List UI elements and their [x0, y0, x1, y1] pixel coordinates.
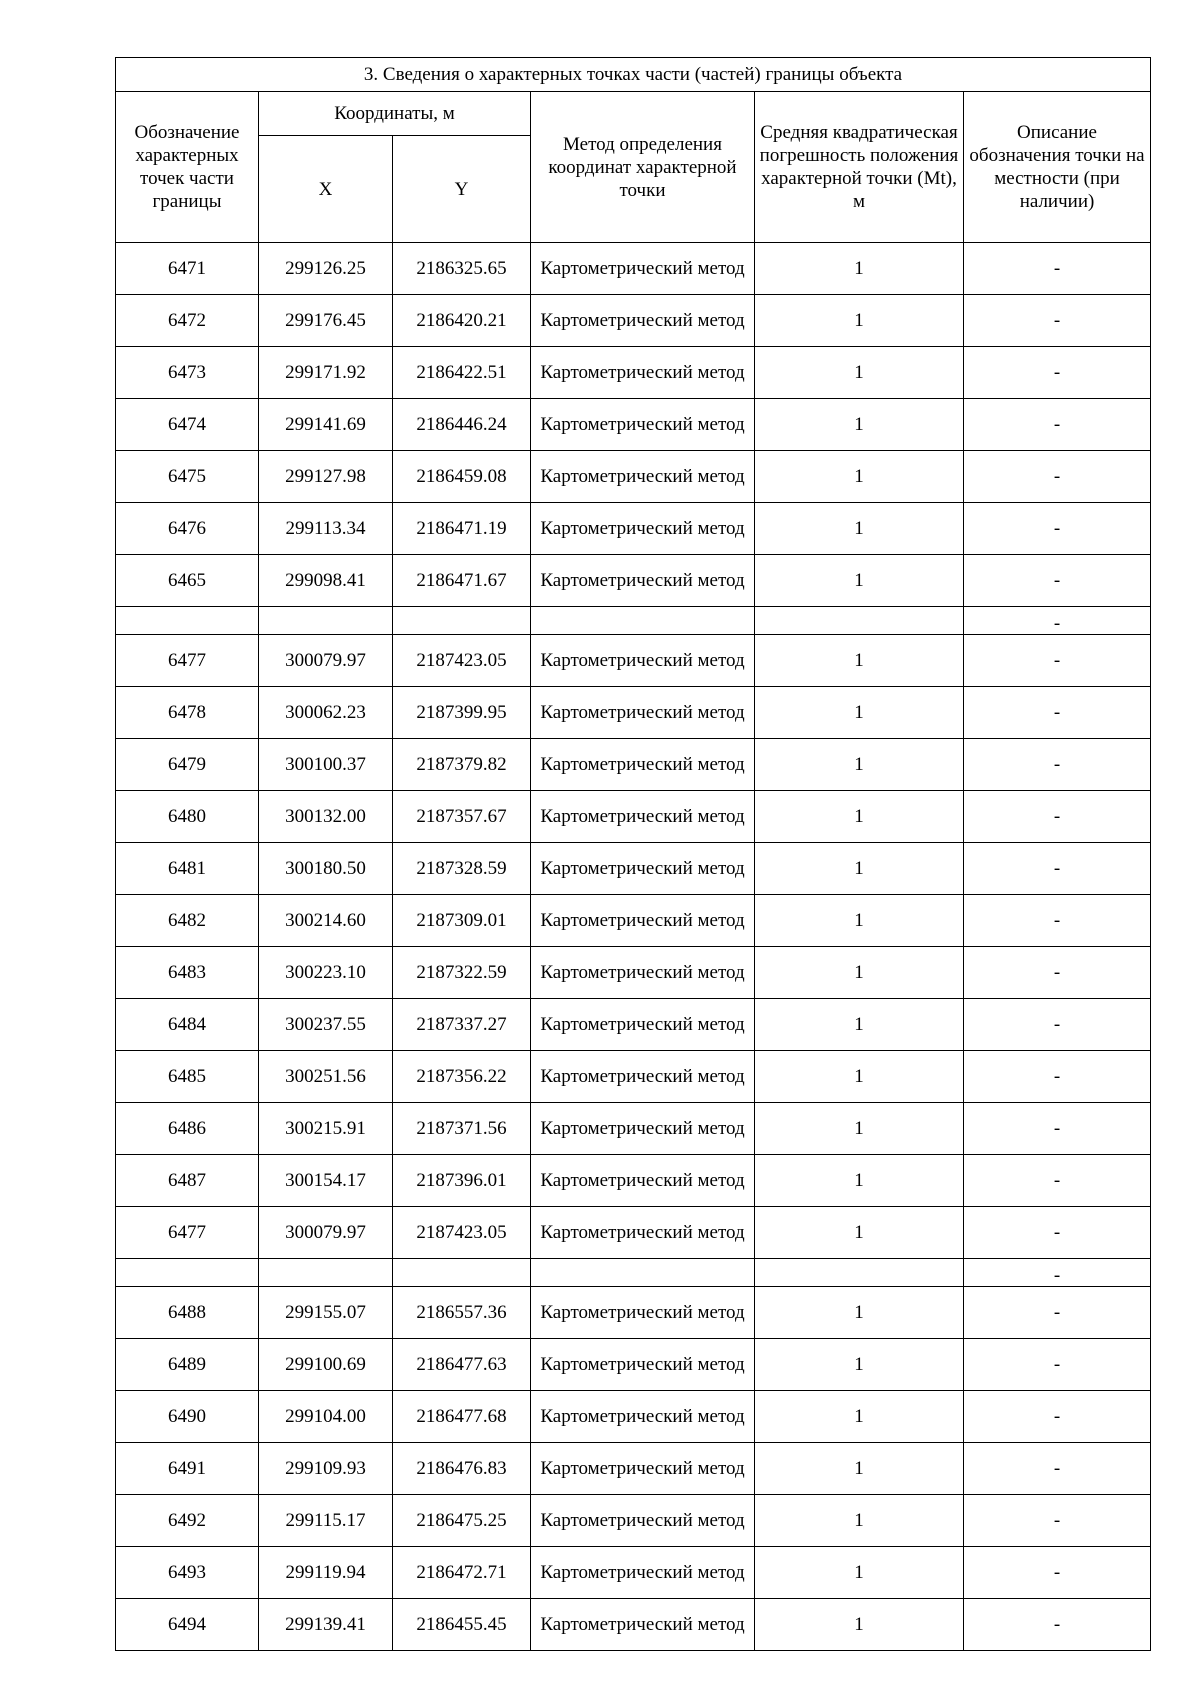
cell-point: 6494 — [116, 1599, 259, 1651]
cell-x: 299109.93 — [259, 1443, 393, 1495]
table-row — [116, 791, 1151, 843]
cell-x: 299115.17 — [259, 1495, 393, 1547]
cell-point: 6487 — [116, 1155, 259, 1207]
cell-y: 2187357.67 — [393, 791, 531, 843]
cell-error: 1 — [755, 347, 964, 399]
cell-description: - — [964, 1599, 1151, 1651]
cell-point: 6479 — [116, 739, 259, 791]
table-separator-row — [116, 607, 1151, 635]
cell-x — [259, 1259, 393, 1287]
cell-error: 1 — [755, 1339, 964, 1391]
cell-y: 2187423.05 — [393, 635, 531, 687]
header-description: Описание обозначения точки на местности (при наличии) — [964, 92, 1151, 243]
header-method: Метод определения координат характерной точки — [531, 92, 755, 243]
cell-error: 1 — [755, 451, 964, 503]
header-x: X — [259, 136, 393, 243]
cell-method — [531, 1259, 755, 1287]
cell-y — [393, 607, 531, 635]
table-row — [116, 243, 1151, 295]
cell-description: - — [964, 1155, 1151, 1207]
cell-y: 2187371.56 — [393, 1103, 531, 1155]
cell-point: 6475 — [116, 451, 259, 503]
cell-point: 6491 — [116, 1443, 259, 1495]
cell-description: - — [964, 295, 1151, 347]
cell-x: 300079.97 — [259, 635, 393, 687]
table-row — [116, 1287, 1151, 1339]
cell-x: 299098.41 — [259, 555, 393, 607]
header-coords: Координаты, м — [259, 92, 531, 136]
cell-y: 2187399.95 — [393, 687, 531, 739]
cell-x: 299126.25 — [259, 243, 393, 295]
cell-description: - — [964, 843, 1151, 895]
cell-method: Картометрический метод — [531, 1391, 755, 1443]
cell-x: 300215.91 — [259, 1103, 393, 1155]
table-row — [116, 1547, 1151, 1599]
cell-method: Картометрический метод — [531, 739, 755, 791]
table-row — [116, 1103, 1151, 1155]
cell-x: 300214.60 — [259, 895, 393, 947]
cell-y: 2186557.36 — [393, 1287, 531, 1339]
cell-description: - — [964, 347, 1151, 399]
cell-error: 1 — [755, 1599, 964, 1651]
cell-description: - — [964, 687, 1151, 739]
cell-y: 2186420.21 — [393, 295, 531, 347]
cell-x: 299176.45 — [259, 295, 393, 347]
cell-x: 299155.07 — [259, 1287, 393, 1339]
cell-description: - — [964, 1287, 1151, 1339]
table-row — [116, 999, 1151, 1051]
cell-error: 1 — [755, 1443, 964, 1495]
cell-y: 2187396.01 — [393, 1155, 531, 1207]
cell-description: - — [964, 1259, 1151, 1287]
cell-x: 299113.34 — [259, 503, 393, 555]
cell-point: 6476 — [116, 503, 259, 555]
cell-point: 6484 — [116, 999, 259, 1051]
cell-description: - — [964, 635, 1151, 687]
cell-point: 6472 — [116, 295, 259, 347]
cell-point: 6473 — [116, 347, 259, 399]
table-row — [116, 635, 1151, 687]
cell-description: - — [964, 895, 1151, 947]
table-row — [116, 1391, 1151, 1443]
cell-y: 2186455.45 — [393, 1599, 531, 1651]
cell-method: Картометрический метод — [531, 1495, 755, 1547]
header-error: Средняя квадратическая погрешность положения характерной точки (Mt), м — [755, 92, 964, 243]
cell-y: 2186471.67 — [393, 555, 531, 607]
cell-y: 2187379.82 — [393, 739, 531, 791]
cell-method: Картометрический метод — [531, 1287, 755, 1339]
cell-error: 1 — [755, 895, 964, 947]
cell-description: - — [964, 1547, 1151, 1599]
cell-y: 2186459.08 — [393, 451, 531, 503]
cell-y: 2186472.71 — [393, 1547, 531, 1599]
cell-x: 300062.23 — [259, 687, 393, 739]
cell-error: 1 — [755, 1103, 964, 1155]
cell-error: 1 — [755, 947, 964, 999]
cell-x: 300079.97 — [259, 1207, 393, 1259]
cell-method: Картометрический метод — [531, 1207, 755, 1259]
cell-error — [755, 1259, 964, 1287]
cell-x: 299100.69 — [259, 1339, 393, 1391]
cell-x: 299141.69 — [259, 399, 393, 451]
cell-error: 1 — [755, 1155, 964, 1207]
cell-error: 1 — [755, 1391, 964, 1443]
cell-description: - — [964, 451, 1151, 503]
cell-point: 6488 — [116, 1287, 259, 1339]
cell-method — [531, 607, 755, 635]
cell-y: 2186471.19 — [393, 503, 531, 555]
table-row — [116, 503, 1151, 555]
cell-point: 6485 — [116, 1051, 259, 1103]
table-row — [116, 895, 1151, 947]
table-row — [116, 1051, 1151, 1103]
cell-x: 300154.17 — [259, 1155, 393, 1207]
cell-method: Картометрический метод — [531, 451, 755, 503]
cell-error: 1 — [755, 1207, 964, 1259]
cell-y: 2186446.24 — [393, 399, 531, 451]
cell-point: 6477 — [116, 1207, 259, 1259]
cell-y: 2186477.68 — [393, 1391, 531, 1443]
cell-description: - — [964, 791, 1151, 843]
cell-description: - — [964, 1495, 1151, 1547]
cell-method: Картометрический метод — [531, 999, 755, 1051]
cell-point: 6471 — [116, 243, 259, 295]
cell-description: - — [964, 607, 1151, 635]
cell-x: 299104.00 — [259, 1391, 393, 1443]
cell-error: 1 — [755, 295, 964, 347]
cell-y: 2187337.27 — [393, 999, 531, 1051]
cell-y: 2187322.59 — [393, 947, 531, 999]
table-row — [116, 1339, 1151, 1391]
header-point: Обозначение характерных точек части границы — [116, 92, 259, 243]
table-row — [116, 1599, 1151, 1651]
cell-error: 1 — [755, 503, 964, 555]
cell-point — [116, 607, 259, 635]
cell-error: 1 — [755, 555, 964, 607]
cell-point: 6482 — [116, 895, 259, 947]
cell-description: - — [964, 555, 1151, 607]
cell-error: 1 — [755, 999, 964, 1051]
cell-x: 300237.55 — [259, 999, 393, 1051]
cell-x: 300100.37 — [259, 739, 393, 791]
cell-method: Картометрический метод — [531, 895, 755, 947]
cell-error: 1 — [755, 1495, 964, 1547]
cell-description: - — [964, 399, 1151, 451]
cell-description: - — [964, 1339, 1151, 1391]
table-row — [116, 1443, 1151, 1495]
cell-error: 1 — [755, 243, 964, 295]
cell-description: - — [964, 1051, 1151, 1103]
cell-y: 2187423.05 — [393, 1207, 531, 1259]
cell-method: Картометрический метод — [531, 1599, 755, 1651]
cell-y: 2187309.01 — [393, 895, 531, 947]
cell-point: 6492 — [116, 1495, 259, 1547]
cell-point: 6489 — [116, 1339, 259, 1391]
cell-error — [755, 607, 964, 635]
cell-method: Картометрический метод — [531, 295, 755, 347]
cell-description: - — [964, 1207, 1151, 1259]
cell-method: Картометрический метод — [531, 1547, 755, 1599]
cell-y: 2186477.63 — [393, 1339, 531, 1391]
cell-error: 1 — [755, 843, 964, 895]
cell-point: 6490 — [116, 1391, 259, 1443]
cell-method: Картометрический метод — [531, 687, 755, 739]
cell-method: Картометрический метод — [531, 1155, 755, 1207]
table-row — [116, 1495, 1151, 1547]
cell-y: 2186422.51 — [393, 347, 531, 399]
cell-error: 1 — [755, 791, 964, 843]
cell-error: 1 — [755, 1547, 964, 1599]
cell-x: 299139.41 — [259, 1599, 393, 1651]
table-row — [116, 1155, 1151, 1207]
cell-x — [259, 607, 393, 635]
cell-method: Картометрический метод — [531, 635, 755, 687]
cell-description: - — [964, 947, 1151, 999]
cell-x: 300132.00 — [259, 791, 393, 843]
cell-description: - — [964, 503, 1151, 555]
cell-method: Картометрический метод — [531, 1103, 755, 1155]
cell-point: 6483 — [116, 947, 259, 999]
cell-method: Картометрический метод — [531, 243, 755, 295]
cell-x: 299171.92 — [259, 347, 393, 399]
table-row — [116, 947, 1151, 999]
cell-point: 6493 — [116, 1547, 259, 1599]
cell-x: 299127.98 — [259, 451, 393, 503]
cell-description: - — [964, 1391, 1151, 1443]
table-row — [116, 451, 1151, 503]
table-row — [116, 347, 1151, 399]
table-row — [116, 739, 1151, 791]
cell-description: - — [964, 999, 1151, 1051]
cell-point: 6481 — [116, 843, 259, 895]
boundary-points-table — [115, 57, 1151, 1651]
cell-x: 299119.94 — [259, 1547, 393, 1599]
cell-point: 6474 — [116, 399, 259, 451]
cell-method: Картометрический метод — [531, 1339, 755, 1391]
cell-y: 2186476.83 — [393, 1443, 531, 1495]
cell-y: 2187328.59 — [393, 843, 531, 895]
cell-point: 6465 — [116, 555, 259, 607]
cell-y — [393, 1259, 531, 1287]
table-row — [116, 1207, 1151, 1259]
cell-error: 1 — [755, 1287, 964, 1339]
cell-error: 1 — [755, 687, 964, 739]
cell-point: 6486 — [116, 1103, 259, 1155]
cell-point — [116, 1259, 259, 1287]
cell-y: 2187356.22 — [393, 1051, 531, 1103]
table-row — [116, 399, 1151, 451]
table-row — [116, 555, 1151, 607]
table-title: 3. Сведения о характерных точках части (частей) границы объекта — [116, 58, 1151, 92]
cell-description: - — [964, 1443, 1151, 1495]
cell-description: - — [964, 243, 1151, 295]
header-y: Y — [393, 136, 531, 243]
cell-error: 1 — [755, 1051, 964, 1103]
cell-error: 1 — [755, 739, 964, 791]
cell-x: 300223.10 — [259, 947, 393, 999]
cell-y: 2186475.25 — [393, 1495, 531, 1547]
cell-description: - — [964, 739, 1151, 791]
cell-point: 6477 — [116, 635, 259, 687]
cell-x: 300180.50 — [259, 843, 393, 895]
table-row — [116, 295, 1151, 347]
cell-method: Картометрический метод — [531, 1443, 755, 1495]
cell-method: Картометрический метод — [531, 555, 755, 607]
cell-error: 1 — [755, 399, 964, 451]
cell-point: 6478 — [116, 687, 259, 739]
cell-method: Картометрический метод — [531, 399, 755, 451]
table-row — [116, 687, 1151, 739]
table-row — [116, 843, 1151, 895]
cell-method: Картометрический метод — [531, 347, 755, 399]
cell-y: 2186325.65 — [393, 243, 531, 295]
cell-point: 6480 — [116, 791, 259, 843]
cell-method: Картометрический метод — [531, 1051, 755, 1103]
table-body — [116, 243, 1151, 1651]
cell-method: Картометрический метод — [531, 843, 755, 895]
cell-method: Картометрический метод — [531, 947, 755, 999]
cell-method: Картометрический метод — [531, 503, 755, 555]
cell-method: Картометрический метод — [531, 791, 755, 843]
table-separator-row — [116, 1259, 1151, 1287]
cell-description: - — [964, 1103, 1151, 1155]
cell-error: 1 — [755, 635, 964, 687]
cell-x: 300251.56 — [259, 1051, 393, 1103]
